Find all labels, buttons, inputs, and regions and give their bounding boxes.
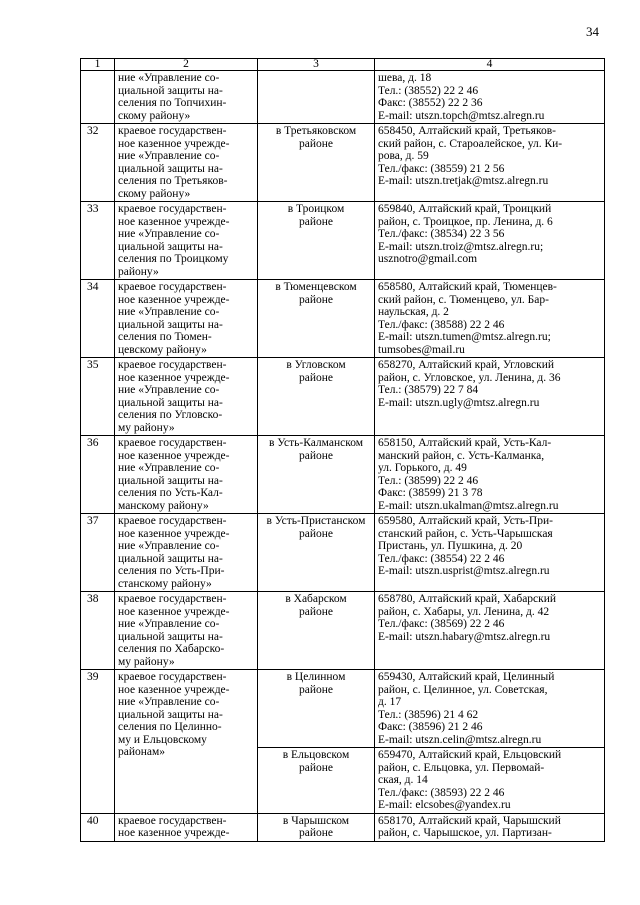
row-number: 32 bbox=[81, 124, 115, 202]
institution-name bbox=[115, 514, 258, 592]
cell-line: ние «Управление со- bbox=[118, 696, 220, 708]
district-name bbox=[258, 592, 375, 670]
cell-line: ное казенное учрежде- bbox=[118, 215, 230, 228]
cell-line: циальной защиты на- bbox=[118, 552, 223, 565]
district-name bbox=[258, 436, 375, 514]
district-name bbox=[258, 514, 375, 592]
institution-name bbox=[115, 124, 258, 202]
cell-line: Тел./факс: (38569) 22 2 46 bbox=[378, 618, 505, 630]
cell-line: краевое государствен- bbox=[118, 203, 227, 215]
cell-line: циальной защиты на- bbox=[118, 84, 223, 97]
cell-line: циальной защиты на- bbox=[118, 162, 223, 175]
cell-line: Тел./факс: (38588) 22 2 46 bbox=[378, 318, 505, 331]
cell-line: краевое государствен- bbox=[118, 437, 227, 449]
cell-line: в Ельцовском bbox=[282, 749, 350, 761]
cell-line: ное казенное учрежде- bbox=[118, 683, 230, 696]
cell-line: наульская, д. 2 bbox=[378, 306, 449, 318]
cell-line: районе bbox=[298, 449, 334, 462]
cell-line: районе bbox=[298, 137, 334, 150]
cell-line: краевое государствен- bbox=[118, 515, 227, 527]
row-number: 35 bbox=[81, 358, 115, 436]
cell-line: станский район, с. Усть-Чарышская bbox=[378, 527, 553, 540]
cell-line: 659430, Алтайский край, Целинный bbox=[378, 671, 555, 683]
page-number: 34 bbox=[586, 24, 599, 39]
cell-line: 659470, Алтайский край, Ельцовский bbox=[378, 749, 562, 761]
cell-line: селения по Целинно- bbox=[118, 721, 222, 733]
cell-line: ное казенное учрежде- bbox=[118, 827, 230, 839]
address-contacts bbox=[375, 592, 605, 670]
cell-line: манский район, с. Усть-Калманка, bbox=[378, 449, 545, 462]
cell-line: ное казенное учрежде- bbox=[118, 605, 230, 618]
cell-line: Тел.: (38599) 22 2 46 bbox=[378, 474, 479, 487]
table-row bbox=[81, 358, 605, 436]
table-row bbox=[81, 592, 605, 670]
cell-line: му району» bbox=[118, 655, 175, 668]
cell-line: районе bbox=[298, 683, 334, 696]
cell-line: селения по Угловско- bbox=[118, 409, 223, 421]
row-number: 40 bbox=[81, 813, 115, 841]
cell-line: ние «Управление со- bbox=[118, 228, 220, 240]
cell-line: районе bbox=[298, 293, 334, 306]
cell-line: usznotro@gmail.com bbox=[378, 253, 478, 265]
header-col-3: 3 bbox=[258, 59, 375, 71]
cell-line: краевое государствен- bbox=[118, 125, 227, 137]
cell-line: в Троицком bbox=[287, 203, 345, 215]
cell-line: селения по Тюмен- bbox=[118, 331, 212, 343]
cell-line: район, с. Хабары, ул. Ленина, д. 42 bbox=[378, 605, 550, 618]
header-col-2: 2 bbox=[115, 59, 258, 71]
cell-line: ное казенное учрежде- bbox=[118, 293, 230, 306]
cell-line: в Угловском bbox=[286, 359, 346, 371]
column-number-header bbox=[81, 59, 605, 71]
table-body bbox=[81, 71, 605, 842]
cell-line: в Тюменцевском bbox=[275, 281, 357, 293]
cell-line: E-mail: utszn.topch@mtsz.alregn.ru bbox=[378, 109, 545, 122]
cell-line: E-mail: utszn.ukalman@mtsz.alregn.ru bbox=[378, 499, 559, 512]
cell-line: ул. Горького, д. 49 bbox=[378, 462, 467, 474]
institution-name bbox=[115, 813, 258, 841]
cell-line: станскому району» bbox=[118, 577, 212, 590]
cell-line: ние «Управление со- bbox=[118, 306, 220, 318]
row-number bbox=[81, 71, 115, 124]
institution-name bbox=[115, 592, 258, 670]
cell-line: Факс: (38552) 22 2 36 bbox=[378, 97, 483, 109]
cell-line: ская, д. 14 bbox=[378, 774, 428, 786]
cell-line: ние «Управление со- bbox=[118, 540, 220, 552]
cell-line: районе bbox=[298, 371, 334, 384]
district-name bbox=[258, 71, 375, 124]
row-number: 37 bbox=[81, 514, 115, 592]
address-contacts bbox=[375, 124, 605, 202]
cell-line: E-mail: utszn.tumen@mtsz.alregn.ru; bbox=[378, 331, 551, 343]
table-row bbox=[81, 280, 605, 358]
cell-line: в Усть-Пристанском bbox=[266, 515, 366, 527]
cell-line: районе bbox=[298, 605, 334, 618]
cell-line: селения по Усть-Кал- bbox=[118, 487, 223, 499]
cell-line: ное казенное учрежде- bbox=[118, 449, 230, 462]
institution-name bbox=[115, 436, 258, 514]
address-contacts bbox=[375, 813, 605, 841]
cell-line: в Хабарском bbox=[285, 593, 347, 605]
cell-line: в Третьяковском bbox=[275, 125, 357, 137]
cell-line: району» bbox=[118, 265, 159, 278]
cell-line: краевое государствен- bbox=[118, 814, 227, 827]
cell-line: Тел.: (38596) 21 4 62 bbox=[378, 708, 479, 721]
address-contacts bbox=[375, 748, 605, 814]
cell-line: циальной защиты на- bbox=[118, 318, 223, 331]
cell-line: в Усть-Калманском bbox=[268, 437, 364, 449]
address-contacts bbox=[375, 71, 605, 124]
cell-line: циальной защиты на- bbox=[118, 474, 223, 487]
header-col-4: 4 bbox=[375, 59, 605, 71]
cell-line: ский район, с. Староалейское, ул. Ки- bbox=[378, 137, 563, 150]
row-number: 36 bbox=[81, 436, 115, 514]
cell-line: ние «Управление со- bbox=[118, 384, 220, 396]
cell-line: E-mail: utszn.habary@mtsz.alregn.ru bbox=[378, 630, 551, 643]
cell-line: 658450, Алтайский край, Третьяков- bbox=[378, 125, 556, 137]
cell-line: ние «Управление со- bbox=[118, 150, 220, 162]
cell-line: район, с. Целинное, ул. Советская, bbox=[378, 683, 548, 696]
cell-line: Тел.: (38552) 22 2 46 bbox=[378, 84, 479, 97]
institution-name bbox=[115, 280, 258, 358]
cell-line: район, с. Троицкое, пр. Ленина, д. 6 bbox=[378, 215, 553, 228]
institution-name bbox=[115, 358, 258, 436]
cell-line: шева, д. 18 bbox=[378, 72, 432, 84]
district-name bbox=[258, 670, 375, 748]
cell-line: район, с. Угловское, ул. Ленина, д. 36 bbox=[378, 371, 561, 384]
row-number: 34 bbox=[81, 280, 115, 358]
cell-line: циальной защиты на- bbox=[118, 630, 223, 643]
table-row bbox=[81, 71, 605, 124]
cell-line: 658150, Алтайский край, Усть-Кал- bbox=[378, 437, 552, 449]
address-contacts bbox=[375, 670, 605, 748]
table-row bbox=[81, 670, 605, 748]
table-row bbox=[81, 514, 605, 592]
institution-name bbox=[115, 71, 258, 124]
cell-line: районе bbox=[298, 761, 334, 774]
cell-line: рова, д. 59 bbox=[378, 150, 429, 162]
cell-line: ние «Управление со- bbox=[118, 618, 220, 630]
institution-name bbox=[115, 202, 258, 280]
cell-line: E-mail: utszn.troiz@mtsz.alregn.ru; bbox=[378, 240, 544, 253]
cell-line: 658170, Алтайский край, Чарышский bbox=[378, 814, 561, 827]
institutions-table bbox=[80, 58, 605, 842]
institution-name bbox=[115, 670, 258, 814]
cell-line: 659840, Алтайский край, Троицкий bbox=[378, 203, 552, 215]
address-contacts bbox=[375, 514, 605, 592]
cell-line: 659580, Алтайский край, Усть-При- bbox=[378, 515, 553, 527]
cell-line: Тел./факс: (38559) 21 2 56 bbox=[378, 162, 505, 175]
cell-line: селения по Топчихин- bbox=[118, 97, 227, 109]
cell-line: д. 17 bbox=[378, 696, 402, 708]
cell-line: районе bbox=[298, 527, 334, 540]
cell-line: селения по Третьяков- bbox=[118, 175, 228, 187]
cell-line: ский район, с. Тюменцево, ул. Бар- bbox=[378, 293, 549, 306]
cell-line: ное казенное учрежде- bbox=[118, 137, 230, 150]
cell-line: селения по Усть-При- bbox=[118, 565, 225, 577]
district-name bbox=[258, 124, 375, 202]
cell-line: 658270, Алтайский край, Угловский bbox=[378, 359, 555, 371]
cell-line: в Чарышском bbox=[282, 814, 350, 827]
cell-line: манскому району» bbox=[118, 499, 209, 512]
address-contacts bbox=[375, 202, 605, 280]
cell-line: ние «Управление со- bbox=[118, 462, 220, 474]
cell-line: районе bbox=[298, 215, 334, 228]
cell-line: краевое государствен- bbox=[118, 671, 227, 683]
table-row bbox=[81, 813, 605, 841]
row-number: 38 bbox=[81, 592, 115, 670]
cell-line: краевое государствен- bbox=[118, 359, 227, 371]
cell-line: район, с. Ельцовка, ул. Первомай- bbox=[378, 761, 545, 774]
cell-line: районе bbox=[298, 827, 334, 839]
header-col-1: 1 bbox=[81, 59, 115, 71]
address-contacts bbox=[375, 436, 605, 514]
cell-line: циальной защиты на- bbox=[118, 708, 223, 721]
cell-line: E-mail: utszn.ugly@mtsz.alregn.ru bbox=[378, 396, 540, 409]
cell-line: Тел./факс: (38554) 22 2 46 bbox=[378, 552, 505, 565]
row-number: 33 bbox=[81, 202, 115, 280]
cell-line: E-mail: utszn.tretjak@mtsz.alregn.ru bbox=[378, 175, 549, 187]
district-name bbox=[258, 202, 375, 280]
cell-line: E-mail: elcsobes@yandex.ru bbox=[378, 799, 511, 811]
district-name bbox=[258, 358, 375, 436]
cell-line: район, с. Чарышское, ул. Партизан- bbox=[378, 827, 552, 839]
row-number: 39 bbox=[81, 670, 115, 814]
cell-line: селения по Хабарско- bbox=[118, 643, 225, 655]
cell-line: E-mail: utszn.usprist@mtsz.alregn.ru bbox=[378, 565, 550, 577]
cell-line: Факс: (38596) 21 2 46 bbox=[378, 721, 483, 733]
cell-line: 658780, Алтайский край, Хабарский bbox=[378, 593, 557, 605]
district-name bbox=[258, 813, 375, 841]
cell-line: районам» bbox=[118, 746, 166, 758]
table-row bbox=[81, 202, 605, 280]
cell-line: Пристань, ул. Пушкина, д. 20 bbox=[378, 540, 523, 552]
cell-line: скому району» bbox=[118, 109, 191, 122]
cell-line: 658580, Алтайский край, Тюменцев- bbox=[378, 281, 557, 293]
cell-line: ное казенное учрежде- bbox=[118, 371, 230, 384]
address-contacts bbox=[375, 358, 605, 436]
address-contacts bbox=[375, 280, 605, 358]
cell-line: Тел.: (38579) 22 7 84 bbox=[378, 384, 479, 396]
district-name bbox=[258, 280, 375, 358]
cell-line: му району» bbox=[118, 421, 175, 434]
table-row bbox=[81, 436, 605, 514]
cell-line: ное казенное учрежде- bbox=[118, 527, 230, 540]
cell-line: му и Ельцовскому bbox=[118, 733, 207, 746]
cell-line: скому району» bbox=[118, 187, 191, 200]
cell-line: в Целинном bbox=[286, 671, 346, 683]
cell-line: цевскому району» bbox=[118, 343, 207, 356]
cell-line: циальной защиты на- bbox=[118, 240, 223, 253]
cell-line: циальной защиты на- bbox=[118, 396, 223, 409]
cell-line: E-mail: utszn.celin@mtsz.alregn.ru bbox=[378, 733, 542, 746]
table-row bbox=[81, 124, 605, 202]
cell-line: Тел./факс: (38534) 22 3 56 bbox=[378, 228, 505, 240]
cell-line: краевое государствен- bbox=[118, 281, 227, 293]
cell-line: tumsobes@mail.ru bbox=[378, 343, 465, 356]
cell-line: Тел./факс: (38593) 22 2 46 bbox=[378, 786, 505, 799]
cell-line: Факс: (38599) 21 3 78 bbox=[378, 487, 483, 499]
district-name bbox=[258, 748, 375, 814]
cell-line: краевое государствен- bbox=[118, 593, 227, 605]
cell-line: ние «Управление со- bbox=[118, 72, 220, 84]
cell-line: селения по Троицкому bbox=[118, 253, 229, 265]
